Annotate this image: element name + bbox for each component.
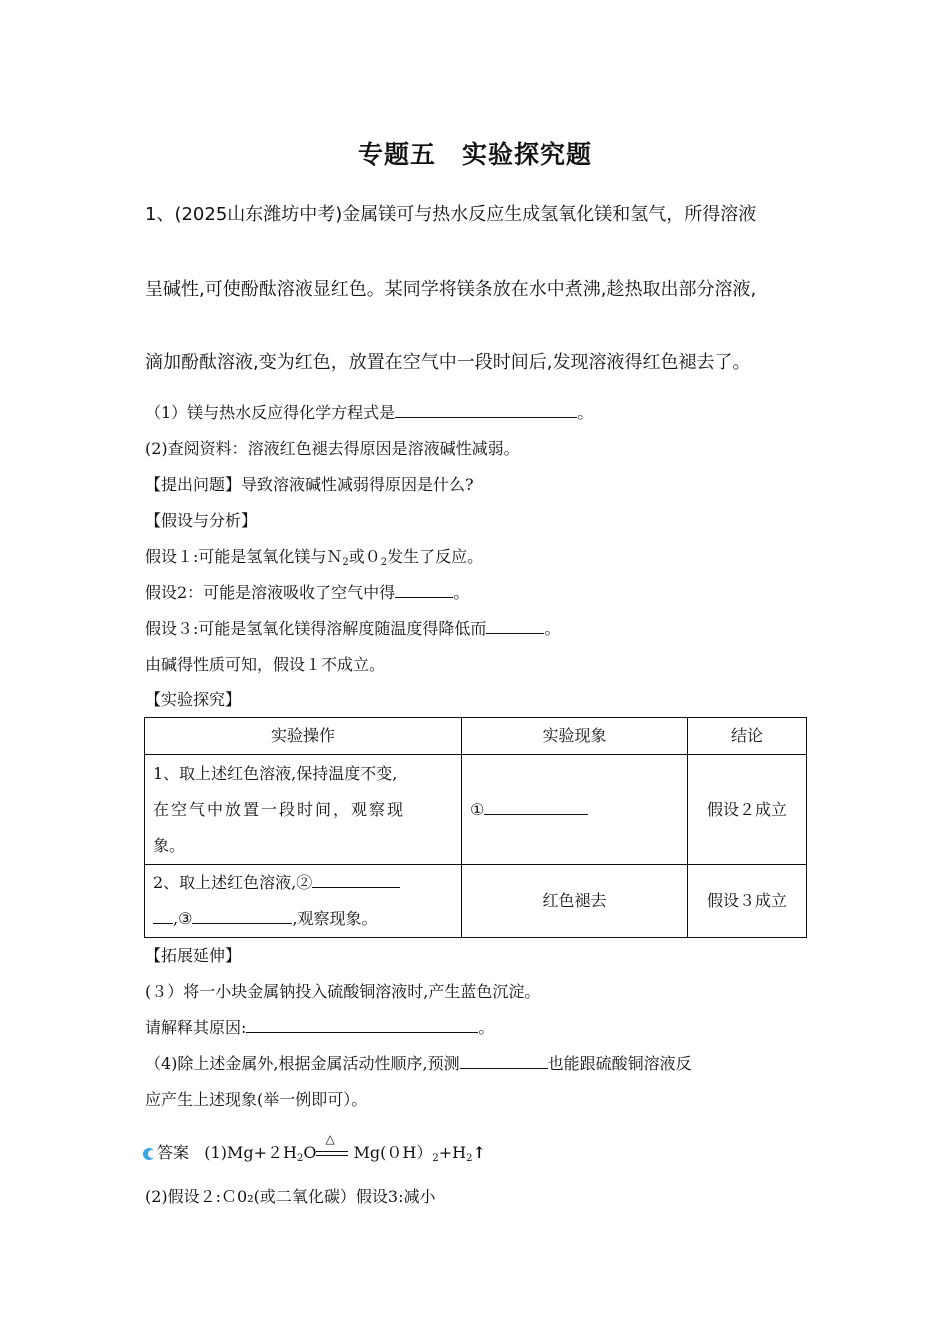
extension-heading: 【拓展延伸】 [145, 946, 242, 965]
row1-observation [462, 755, 688, 865]
part2-line: (2)查阅资料：溶液红色褪去得原因是溶液碱性减弱。 [145, 439, 520, 458]
heating-condition-icon [316, 1131, 348, 1164]
part4-line2: 应产生上述现象(举一例即可）。 [145, 1090, 368, 1109]
row2-observation: 红色褪去 [462, 865, 688, 938]
part1-blank[interactable] [395, 401, 577, 418]
row2-blank-2-cont[interactable] [153, 907, 173, 924]
hypothesis-1-b: 或０ [348, 547, 381, 566]
answer-eq-c: Mg(０H） [353, 1143, 433, 1162]
row2-op-text: 2、取上述红色溶液,② [153, 873, 313, 892]
part3-line: (３）将一小块金属钠投入硫酸铜溶液时,产生蓝色沉淀。 [145, 982, 541, 1001]
table-header-row [145, 718, 807, 755]
hypothesis-1-a: 假设１:可能是氢氧化镁与Ｎ [145, 547, 343, 566]
hypothesis-1-sub1: 2 [342, 557, 349, 568]
experiment-table [144, 717, 807, 938]
answer-label: 答案 [157, 1143, 190, 1162]
answer-eq-sub2: 2 [432, 1153, 439, 1164]
row2-conclusion: 假设３成立 [688, 865, 807, 938]
table-header-conclusion: 结论 [688, 718, 807, 755]
table-row [145, 865, 807, 938]
row1-op-line1: 1、取上述红色溶液,保持温度不变, [153, 763, 398, 783]
part1-end: 。 [577, 403, 594, 422]
hypothesis-1-sub2: 2 [380, 557, 388, 568]
answer-icon [143, 1148, 155, 1160]
part3-end: 。 [478, 1018, 495, 1037]
hypothesis-1 [145, 544, 483, 568]
row2-blank-2[interactable] [312, 871, 400, 888]
table-header-operation: 实验操作 [145, 718, 462, 755]
question-intro-line3: 滴加酚酞溶液,变为红色，放置在空气中一段时间后,发现溶液得红色褪去了。 [145, 352, 751, 373]
part4-text-a: （4)除上述金属外,根据金属活动性顺序,预测 [145, 1054, 460, 1073]
hypothesis-3-blank[interactable] [486, 617, 544, 634]
hypothesis-2 [145, 580, 469, 603]
part1-text: （1）镁与热水反应得化学方程式是 [145, 403, 396, 422]
table-row [145, 755, 807, 865]
row2-op-line1 [153, 865, 453, 901]
row2-blank-3[interactable] [192, 907, 292, 924]
part1-line [145, 400, 593, 423]
answer-eq-sub1: 2 [296, 1153, 304, 1164]
conclusion-line: 由碱得性质可知，假设１不成立。 [145, 655, 386, 674]
table-header-observation: 实验现象 [462, 718, 688, 755]
question-intro-line2: 呈碱性,可使酚酞溶液显红色。某同学将镁条放在水中煮沸,趁热取出部分溶液, [145, 279, 757, 300]
row1-conclusion: 假设２成立 [688, 755, 807, 865]
row2-operation [145, 865, 462, 938]
hypothesis-heading: 【假设与分析】 [145, 511, 258, 530]
answer-eq-cond: △ [325, 1131, 335, 1146]
hypothesis-3 [145, 616, 560, 639]
part3-ask [145, 1015, 494, 1038]
part3-blank[interactable] [246, 1016, 478, 1033]
part3-ask-text: 请解释其原因: [145, 1018, 247, 1037]
answer-eq-d: +H [438, 1143, 467, 1162]
hypothesis-3-text: 假设３:可能是氢氧化镁得溶解度随温度得降低而 [145, 619, 487, 638]
question-intro-line1: 1、(2025山东潍坊中考)金属镁可与热水反应生成氢氧化镁和氢气，所得溶液 [145, 204, 757, 225]
hypothesis-2-end: 。 [453, 583, 470, 602]
answer-line2: (2)假设２:Ｃ0₂(或二氧化碳）假设3:减小 [145, 1187, 436, 1206]
answer-eq-sub3: 2 [466, 1153, 473, 1164]
hypothesis-2-blank[interactable] [395, 581, 453, 598]
ask-heading: 【提出问题】导致溶液碱性减弱得原因是什么? [145, 475, 474, 494]
up-arrow-icon: ↑ [472, 1143, 486, 1162]
row1-obs-blank[interactable] [484, 798, 588, 815]
row1-operation [145, 755, 462, 865]
answer-eq-b: O [303, 1143, 317, 1162]
part4-blank[interactable] [460, 1052, 548, 1069]
row2-op-marker3: ,③ [173, 909, 193, 928]
row1-op-line2: 在空气中放置一段时间，观察现 [153, 799, 406, 819]
hypothesis-1-c: 发生了反应。 [387, 547, 484, 566]
hypothesis-2-text: 假设2：可能是溶液吸收了空气中得 [145, 583, 396, 602]
part4-line1 [145, 1051, 692, 1074]
row1-obs-marker: ① [470, 799, 485, 819]
row2-op-line2 [153, 901, 453, 937]
page-title: 专题五 实验探究题 [357, 140, 592, 169]
row2-op-end: ,观察现象。 [292, 909, 378, 928]
part4-text-b: 也能跟硫酸铜溶液反 [547, 1054, 692, 1073]
experiment-heading: 【实验探究】 [145, 690, 242, 709]
answer-line1 [143, 1131, 486, 1164]
hypothesis-3-end: 。 [544, 619, 561, 638]
row1-op-line3: 象。 [153, 835, 186, 855]
answer-eq-a: (1)Mg+２H [204, 1143, 297, 1162]
